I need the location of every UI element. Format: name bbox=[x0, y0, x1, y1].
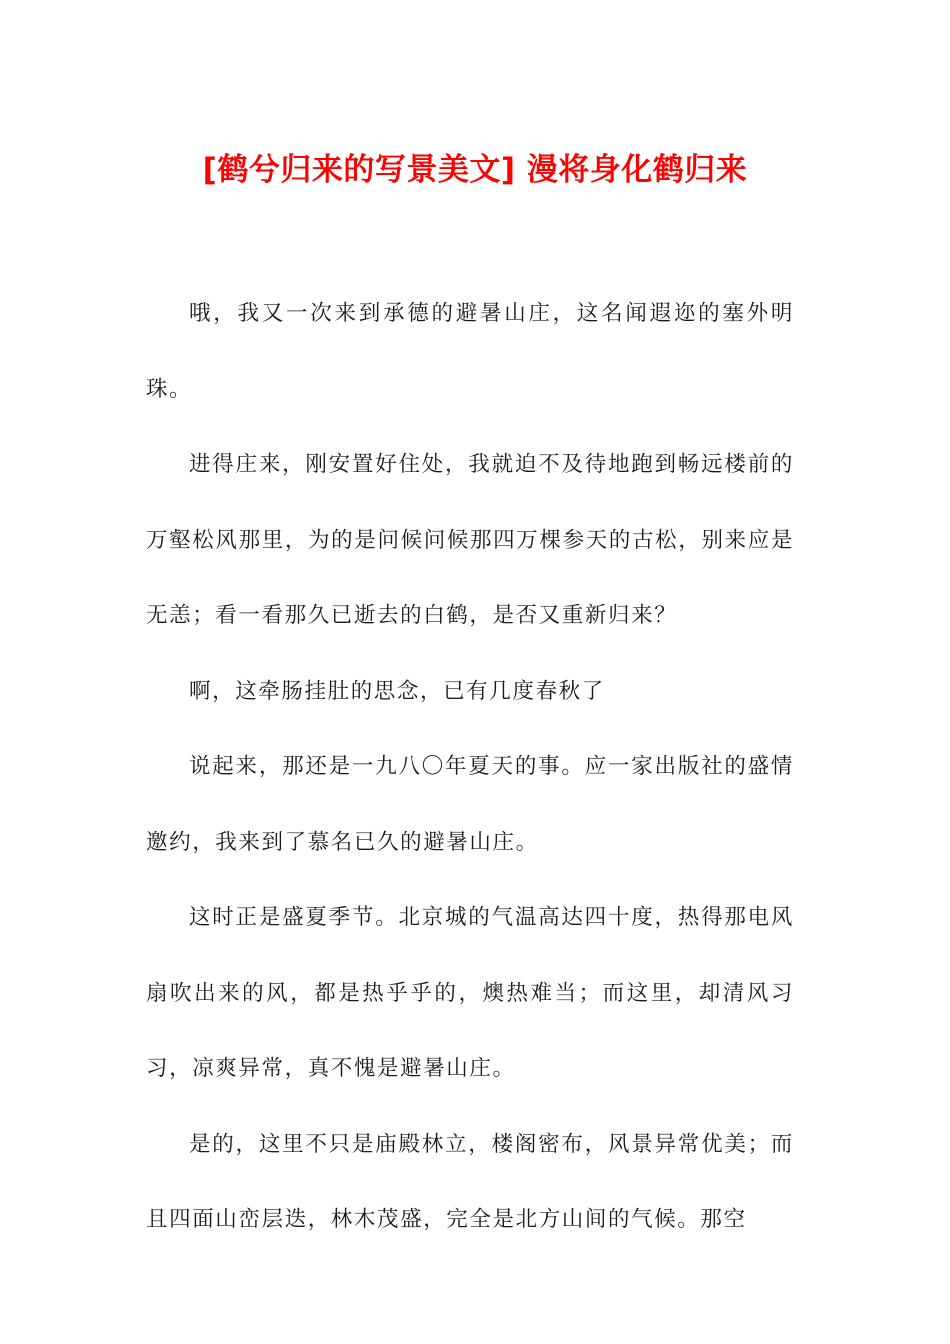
paragraph-4: 说起来，那还是一九八〇年夏天的事。应一家出版社的盛情邀约，我来到了慕名已久的避暑山庄。 bbox=[146, 754, 794, 855]
page-title: [鹤兮归来的写景美文] 漫将身化鹤归来 bbox=[202, 152, 748, 188]
paragraph-1: 哦，我又一次来到承德的避暑山庄，这名闻遐迩的塞外明珠。 bbox=[146, 301, 794, 402]
paragraph-2: 进得庄来，刚安置好住处，我就迫不及待地跑到畅远楼前的万壑松风那里，为的是问候问候那四万棵参天的古松，别来应是无恙；看一看那久已逝去的白鹤，是否又重新归来？ bbox=[146, 452, 794, 628]
paragraph-3: 啊，这牵肠挂肚的思念，已有几度春秋了 bbox=[189, 678, 605, 704]
paragraph-5: 这时正是盛夏季节。北京城的气温高达四十度，热得那电风扇吹出来的风，都是热乎乎的，燠热难当；而这里，却清风习习，凉爽异常，真不愧是避暑山庄。 bbox=[146, 905, 794, 1081]
article-body bbox=[146, 276, 794, 1258]
paragraph-6: 是的，这里不只是庙殿林立，楼阁密布，风景异常优美；而且四面山峦层迭，林木茂盛，完全是北方山间的气候。那空 bbox=[146, 1131, 794, 1232]
